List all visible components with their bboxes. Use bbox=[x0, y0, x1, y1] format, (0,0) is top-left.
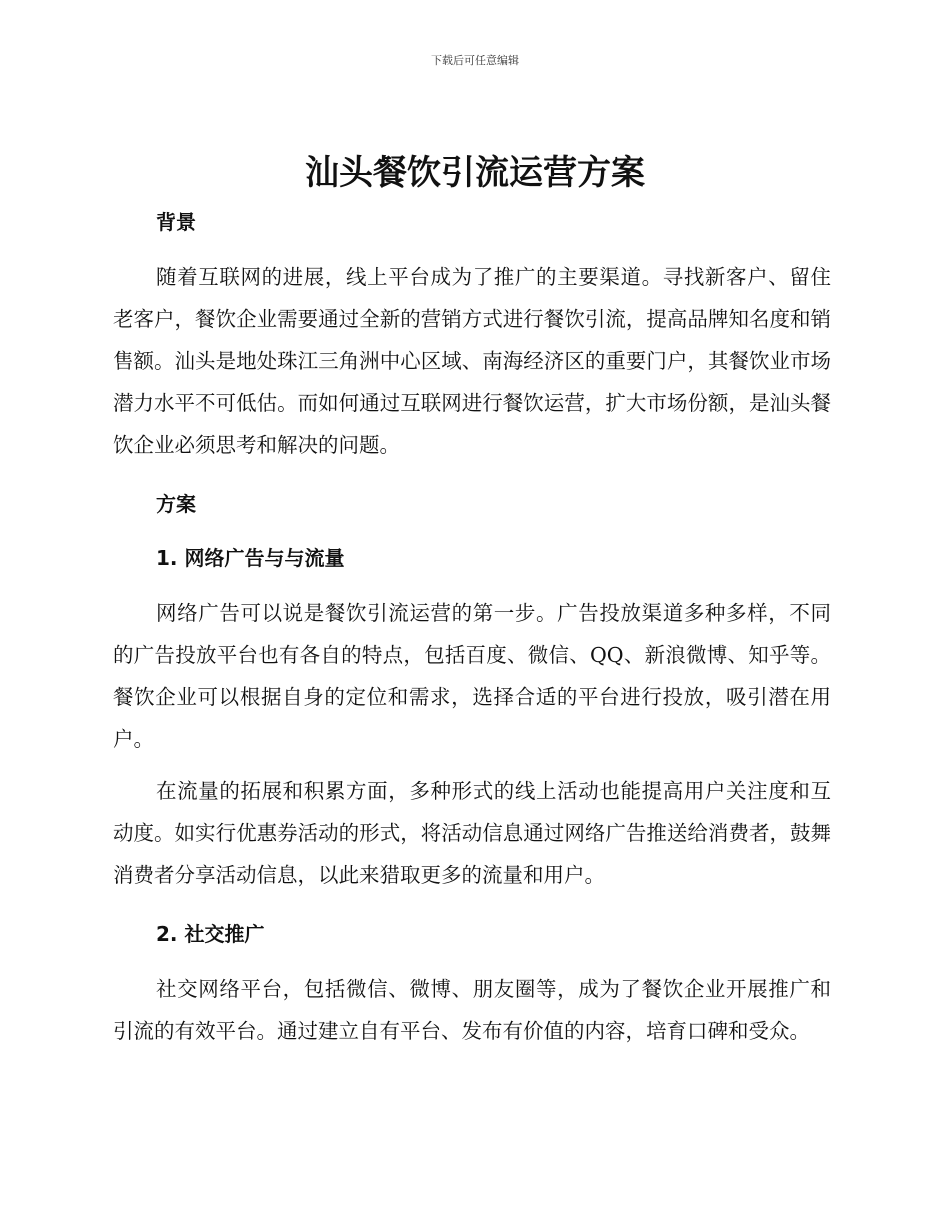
header-note: 下载后可任意编辑 bbox=[431, 54, 519, 67]
paragraph-background: 随着互联网的进展，线上平台成为了推广的主要渠道。寻找新客户、留住老客户，餐饮企业需要通过全新的营销方式进行餐饮引流，提高品牌知名度和销售额。汕头是地处珠江三角洲中心区域、南海经济区的重要门户，其餐饮业市场潜力水平不可低估。而如何通过互联网进行餐饮运营，扩大市场份额，是汕头餐饮企业必须思考和解决的问题。 bbox=[113, 265, 831, 457]
section-heading-plan: 方案 bbox=[156, 492, 196, 516]
section-heading-social: 2. 社交推广 bbox=[156, 922, 265, 946]
section-heading-online-ads: 1. 网络广告与与流量 bbox=[156, 546, 345, 570]
paragraph-online-ads-1: 网络广告可以说是餐饮引流运营的第一步。广告投放渠道多种多样，不同的广告投放平台也有各自的特点，包括百度、微信、QQ、新浪微博、知乎等。餐饮企业可以根据自身的定位和需求，选择合适的平台进行投放，吸引潜在用户。 bbox=[113, 601, 831, 751]
paragraph-online-ads-2: 在流量的拓展和积累方面，多种形式的线上活动也能提高用户关注度和互动度。如实行优惠券活动的形式，将活动信息通过网络广告推送给消费者，鼓舞消费者分享活动信息，以此来猎取更多的流量和用户。 bbox=[113, 779, 831, 887]
document-body bbox=[113, 202, 831, 1062]
document-title: 汕头餐饮引流运营方案 bbox=[305, 153, 645, 193]
section-heading-background: 背景 bbox=[156, 210, 196, 234]
paragraph-social-1: 社交网络平台，包括微信、微博、朋友圈等，成为了餐饮企业开展推广和引流的有效平台。通过建立自有平台、发布有价值的内容，培育口碑和受众。 bbox=[113, 977, 831, 1043]
